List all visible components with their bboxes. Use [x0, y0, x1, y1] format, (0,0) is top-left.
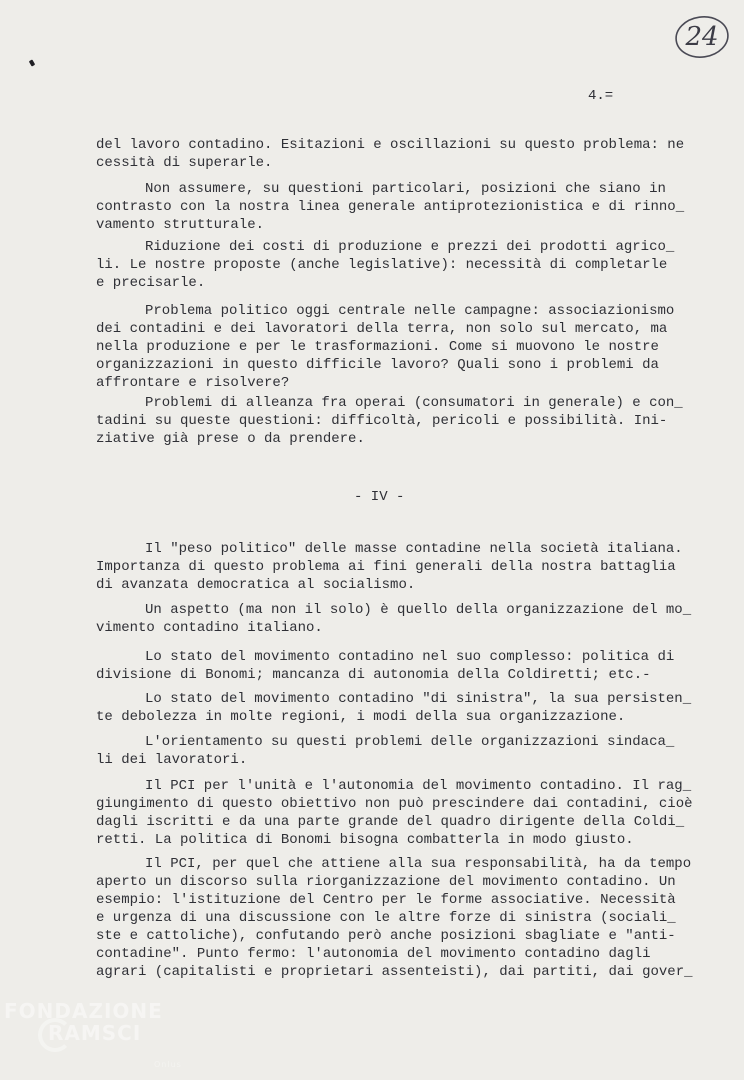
- text-line: dei contadini e dei lavoratori della terra, non solo sul mercato, ma: [96, 321, 668, 337]
- paragraph-1: [96, 136, 684, 172]
- text-line: organizzazioni in questo difficile lavoro? Quali sono i problemi da: [96, 357, 659, 373]
- watermark-line-1: FONDAZIONE: [4, 999, 163, 1023]
- paragraph-6: [96, 540, 683, 594]
- text-line: esempio: l'istituzione del Centro per le forme associative. Necessità: [96, 892, 676, 908]
- text-line: ziative già prese o da prendere.: [96, 431, 365, 447]
- text-line: e urgenza di una discussione con le altre forze di sinistra (sociali_: [96, 910, 676, 926]
- text-line: di avanzata democratica al socialismo.: [96, 577, 416, 593]
- text-line: Il "peso politico" delle masse contadine nella società italiana.: [145, 541, 683, 557]
- text-line: nella produzione e per le trasformazioni. Come si muovono le nostre: [96, 339, 659, 355]
- text-line: vimento contadino italiano.: [96, 620, 323, 636]
- text-line: vamento strutturale.: [96, 217, 265, 233]
- text-line: agrari (capitalisti e proprietari assenteisti), dai partiti, dai gover_: [96, 964, 693, 980]
- paragraph-11: [96, 777, 693, 849]
- text-line: cessità di superarle.: [96, 155, 273, 171]
- text-line: aperto un discorso sulla riorganizzazione del movimento contadino. Un: [96, 874, 676, 890]
- page-number: 4.=: [588, 88, 614, 104]
- text-line: divisione di Bonomi; mancanza di autonomia della Coldiretti; etc.-: [96, 667, 651, 683]
- paragraph-4: [96, 302, 674, 392]
- paragraph-8: [96, 648, 674, 684]
- fondazione-gramsci-watermark: [4, 999, 182, 1069]
- text-line: Lo stato del movimento contadino "di sinistra", la sua persisten_: [145, 691, 692, 707]
- section-heading: - IV -: [354, 489, 405, 505]
- paragraph-3: [96, 238, 674, 292]
- gramsci-logo-icon: [38, 1018, 72, 1052]
- watermark-line-2: RAMSCI: [48, 1021, 142, 1045]
- watermark-small-text: Onlus: [154, 1060, 182, 1069]
- text-line: Problema politico oggi centrale nelle campagne: associazionismo: [145, 303, 675, 319]
- text-line: Non assumere, su questioni particolari, posizioni che siano in: [145, 181, 666, 197]
- paragraph-5: [96, 394, 683, 448]
- text-line: contadine". Punto fermo: l'autonomia del movimento contadino dagli: [96, 946, 651, 962]
- text-line: te debolezza in molte regioni, i modi della sua organizzazione.: [96, 709, 626, 725]
- text-line: dagli iscritti e da una parte grande del quadro dirigente della Coldi_: [96, 814, 685, 830]
- text-line: Importanza di questo problema ai fini generali della nostra battaglia: [96, 559, 676, 575]
- paragraph-12: [96, 855, 693, 981]
- text-line: affrontare e risolvere?: [96, 375, 290, 391]
- text-line: li. Le nostre proposte (anche legislative): necessità di completarle: [96, 257, 668, 273]
- text-line: e precisarle.: [96, 275, 206, 291]
- text-line: L'orientamento su questi problemi delle organizzazioni sindaca_: [145, 734, 675, 750]
- text-line: giungimento di questo obiettivo non può prescindere dai contadini, cioè: [96, 796, 693, 812]
- text-line: retti. La politica di Bonomi bisogna combatterla in modo giusto.: [96, 832, 634, 848]
- text-line: li dei lavoratori.: [96, 752, 248, 768]
- text-line: del lavoro contadino. Esitazioni e oscillazioni su questo problema: ne: [96, 137, 685, 153]
- text-line: Riduzione dei costi di produzione e prezzi dei prodotti agrico_: [145, 239, 675, 255]
- text-line: tadini su queste questioni: difficoltà, pericoli e possibilità. Ini-: [96, 413, 668, 429]
- paragraph-10: [96, 733, 674, 769]
- text-line: Un aspetto (ma non il solo) è quello della organizzazione del mo_: [145, 602, 692, 618]
- text-line: Il PCI, per quel che attiene alla sua responsabilità, ha da tempo: [145, 856, 692, 872]
- text-line: Problemi di alleanza fra operai (consumatori in generale) e con_: [145, 395, 683, 411]
- text-line: Il PCI per l'unità e l'autonomia del movimento contadino. Il rag_: [145, 778, 692, 794]
- text-line: Lo stato del movimento contadino nel suo complesso: politica di: [145, 649, 675, 665]
- paragraph-7: [96, 601, 691, 637]
- handwritten-page-annotation: [672, 12, 732, 62]
- text-line: contrasto con la nostra linea generale antiprotezionistica e di rinno_: [96, 199, 685, 215]
- ink-mark-icon: [29, 59, 35, 66]
- handwritten-number: 24: [685, 22, 719, 52]
- paragraph-9: [96, 690, 691, 726]
- text-line: ste e cattoliche), confutando però anche posizioni sbagliate e "anti-: [96, 928, 676, 944]
- paragraph-2: [96, 180, 684, 234]
